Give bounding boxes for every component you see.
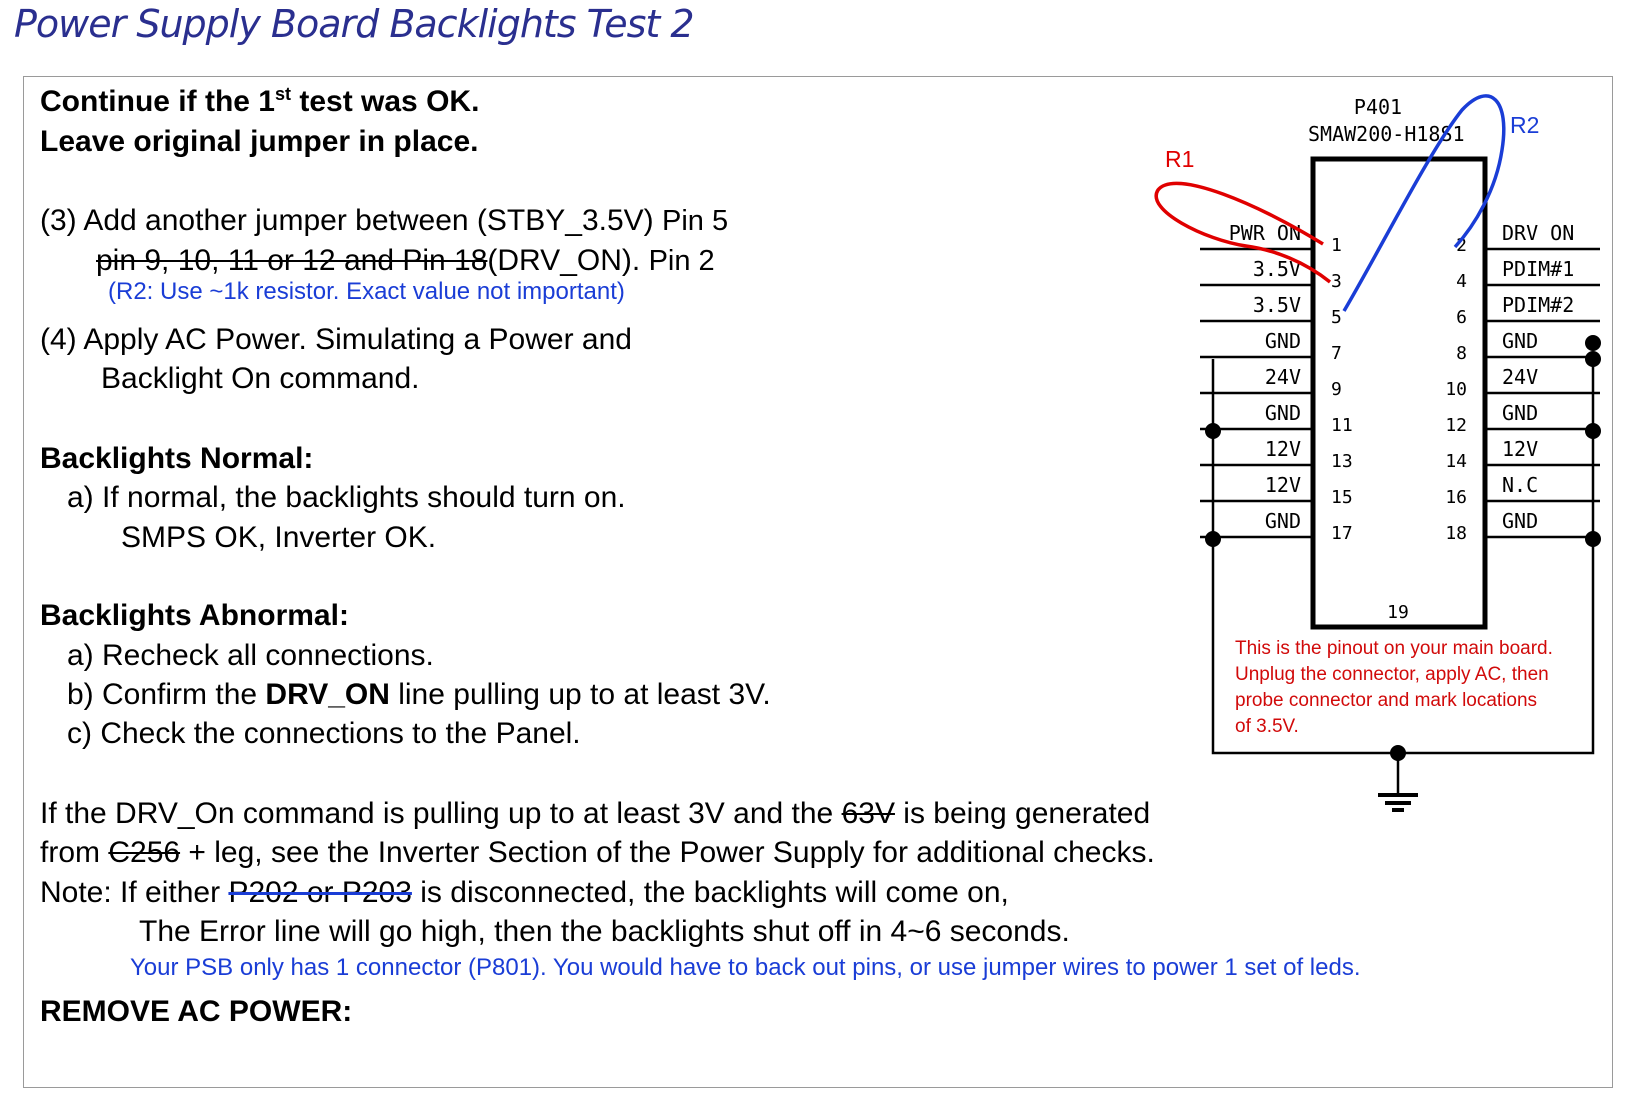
intro-line-1-pre: Continue if the 1: [40, 85, 275, 118]
right-pin-number: 10: [1445, 379, 1467, 400]
left-signal-label: 24V: [1264, 365, 1301, 389]
left-signal-label: PWR ON: [1228, 221, 1301, 245]
note-line-3: probe connector and mark locations: [1235, 690, 1538, 711]
right-pin-number: 12: [1445, 415, 1467, 436]
psb-note: Your PSB only has 1 connector (P801). You would have to back out pins, or use jumper wires to power 1 set of leds.: [130, 954, 1361, 981]
abnormal-line-b-post: line pulling up to at least 3V.: [389, 678, 771, 711]
right-pin-number: 2: [1456, 235, 1467, 256]
left-pin-number: 1: [1331, 235, 1342, 256]
step4-line-2: Backlight On command.: [101, 362, 420, 395]
left-pin-number: 17: [1331, 523, 1353, 544]
r1-label: R1: [1165, 146, 1195, 172]
right-pin-number: 14: [1445, 451, 1467, 472]
normal-heading: Backlights Normal:: [40, 442, 314, 475]
right-pin-number: 8: [1456, 343, 1467, 364]
right-signal-label: 12V: [1502, 437, 1539, 461]
footer-p1-struck: 63V: [841, 797, 895, 830]
left-signal-label: 3.5V: [1252, 257, 1301, 281]
normal-line-a: a) If normal, the backlights should turn on.: [67, 481, 626, 514]
left-signal-label: 12V: [1264, 473, 1301, 497]
left-pin-number: 13: [1331, 451, 1353, 472]
abnormal-line-a: a) Recheck all connections.: [67, 639, 434, 672]
abnormal-heading: Backlights Abnormal:: [40, 599, 349, 632]
diagram-note: [1235, 638, 1553, 737]
footer-p2-struck: C256: [108, 836, 181, 869]
right-signal-label: PDIM#2: [1502, 293, 1575, 317]
footer-p3-post: is disconnected, the backlights will come on,: [411, 876, 1009, 909]
right-signal-label: PDIM#1: [1502, 257, 1575, 281]
abnormal-line-b-bold: DRV_ON: [265, 678, 390, 711]
right-signal-label: 24V: [1502, 365, 1539, 389]
pin-19: 19: [1387, 602, 1409, 623]
r2-label: R2: [1510, 112, 1540, 138]
right-signal-label: N.C: [1502, 473, 1539, 497]
ground-frame: [1213, 359, 1593, 810]
right-signal-label: GND: [1502, 509, 1539, 533]
right-pin-number: 4: [1456, 271, 1467, 292]
right-pin-number: 6: [1456, 307, 1467, 328]
intro-line-1-post: test was OK.: [291, 85, 480, 118]
normal-line-a2: SMPS OK, Inverter OK.: [121, 521, 437, 554]
step4-line-1: (4) Apply AC Power. Simulating a Power and: [40, 323, 632, 356]
footer-p2-post: + leg, see the Inverter Section of the Power Supply for additional checks.: [180, 836, 1155, 869]
left-signal-label: GND: [1264, 509, 1301, 533]
left-signal-label: GND: [1264, 329, 1301, 353]
step3-struck-pins: pin 9, 10, 11 or 12 and Pin 18: [96, 244, 488, 277]
footer-para-4: The Error line will go high, then the backlights shut off in 4~6 seconds.: [139, 915, 1070, 948]
step3-drv-on: (DRV_ON).: [487, 244, 641, 277]
right-signal-label: DRV ON: [1502, 221, 1575, 245]
intro-line-1-sup: st: [275, 84, 292, 104]
left-pin-number: 5: [1331, 307, 1342, 328]
right-signal-label: GND: [1502, 401, 1539, 425]
left-pin-number: 7: [1331, 343, 1342, 364]
left-pin-number: 15: [1331, 487, 1353, 508]
footer-p2-pre: from: [40, 836, 109, 869]
abnormal-line-c: c) Check the connections to the Panel.: [67, 717, 581, 750]
right-pin-number: 16: [1445, 487, 1467, 508]
footer-p1-pre: If the DRV_On command is pulling up to at least 3V and the: [40, 797, 842, 830]
pin-rows: [1200, 221, 1600, 544]
step3-pin5-note: Pin 5: [662, 205, 729, 237]
connector-part: SMAW200-H18S1: [1308, 122, 1465, 146]
left-pin-number: 11: [1331, 415, 1353, 436]
right-signal-label: GND: [1502, 329, 1539, 353]
note-line-2: Unplug the connector, apply AC, then: [1235, 664, 1549, 685]
step3-pin2-note: Pin 2: [648, 245, 715, 277]
note-line-4: of 3.5V.: [1235, 716, 1299, 737]
connector-ref: P401: [1353, 95, 1403, 119]
resistor-note: (R2: Use ~1k resistor. Exact value not important): [108, 278, 625, 305]
right-pin-number: 18: [1445, 523, 1467, 544]
footer-p1-post: is being generated: [894, 797, 1151, 830]
left-signal-label: 3.5V: [1252, 293, 1301, 317]
intro-line-2: Leave original jumper in place.: [40, 125, 479, 158]
left-pin-number: 3: [1331, 271, 1342, 292]
abnormal-line-b-pre: b) Confirm the: [67, 678, 266, 711]
step3-line-1-text: (3) Add another jumper between (STBY_3.5V): [40, 204, 654, 237]
left-signal-label: GND: [1264, 401, 1301, 425]
left-signal-label: 12V: [1264, 437, 1301, 461]
page-title: Power Supply Board Backlights Test 2: [14, 2, 694, 46]
left-pin-number: 9: [1331, 379, 1342, 400]
note-line-1: This is the pinout on your main board.: [1235, 638, 1553, 659]
footer-p3-struck: P202 or P203: [228, 876, 412, 909]
footer-p3-pre: Note: If either: [40, 876, 229, 909]
remove-ac-power: REMOVE AC POWER:: [40, 995, 353, 1028]
